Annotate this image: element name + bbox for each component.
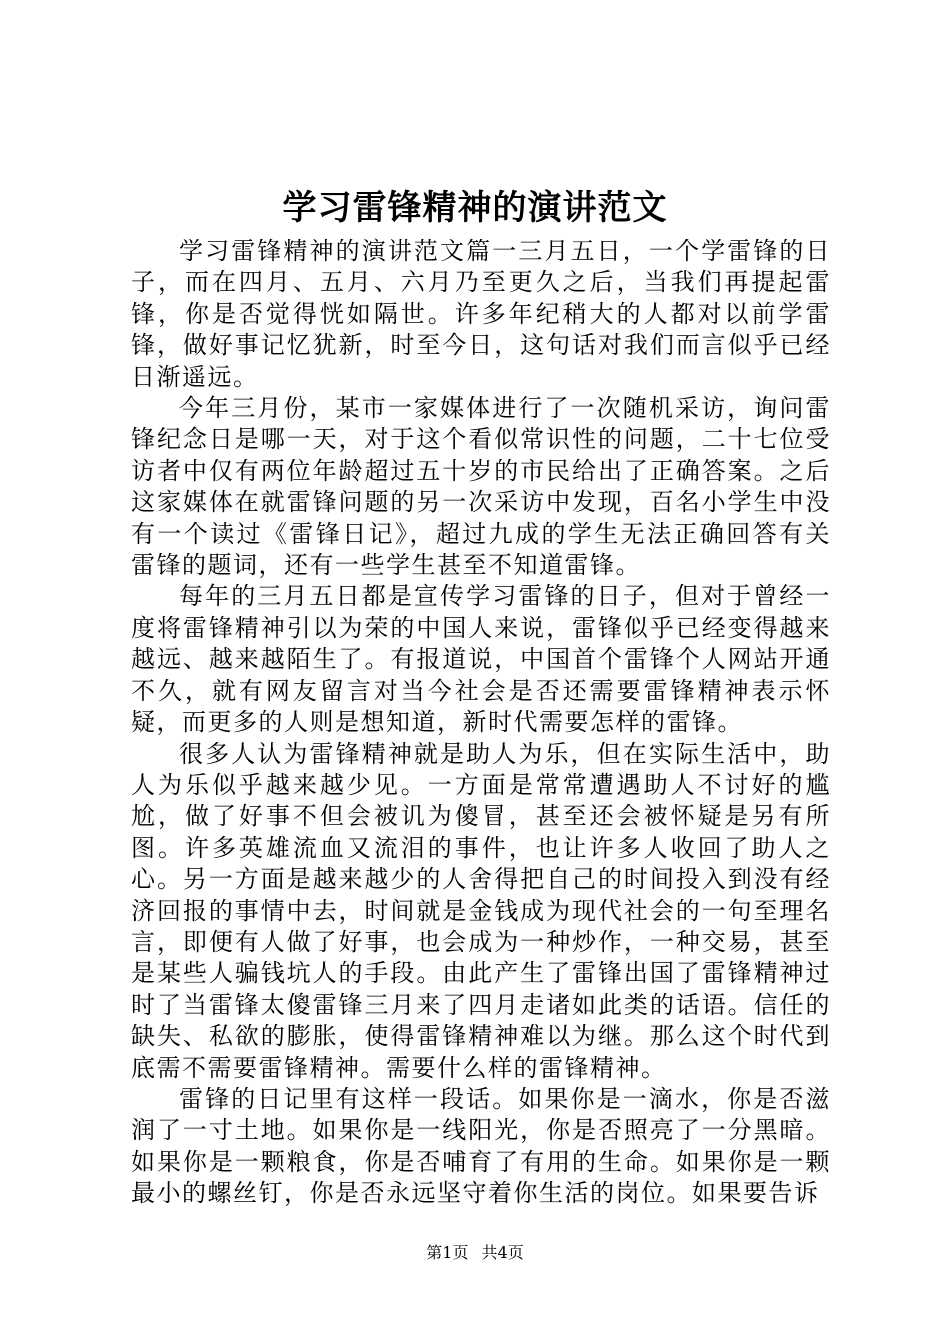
- page-footer: [0, 1242, 950, 1264]
- page-number: 第1页: [426, 1243, 469, 1262]
- document-title: 学习雷锋精神的演讲范文: [282, 188, 668, 228]
- paragraph-2: 今年三月份，某市一家媒体进行了一次随机采访，询问雷锋纪念日是哪一天，对于这个看似常识性的问题，二十七位受访者中仅有两位年龄超过五十岁的市民给出了正确答案。之后这家媒体在就雷锋问题的另一次采访中发现，百名小学生中没有一个读过《雷锋日记》，超过九成的学生无法正确回答有关雷锋的题词，还有一些学生甚至不知道雷锋。: [131, 394, 831, 580]
- paragraph-3: 每年的三月五日都是宣传学习雷锋的日子，但对于曾经一度将雷锋精神引以为荣的中国人来说，雷锋似乎已经变得越来越远、越来越陌生了。有报道说，中国首个雷锋个人网站开通不久，就有网友留言对当今社会是否还需要雷锋精神表示怀疑，而更多的人则是想知道，新时代需要怎样的雷锋。: [131, 582, 831, 737]
- document-body: [131, 236, 831, 1210]
- paragraph-4: 很多人认为雷锋精神就是助人为乐，但在实际生活中，助人为乐似乎越来越少见。一方面是常常遭遇助人不讨好的尴尬，做了好事不但会被讥为傻冒，甚至还会被怀疑是另有所图。许多英雄流血又流泪的事件，也让许多人收回了助人之心。另一方面是越来越少的人舍得把自己的时间投入到没有经济回报的事情中去，时间就是金钱成为现代社会的一句至理名言，即便有人做了好事，也会成为一种炒作，一种交易，甚至是某些人骗钱坑人的手段。由此产生了雷锋出国了雷锋精神过时了当雷锋太傻雷锋三月来了四月走诸如此类的话语。信任的缺失、私欲的膨胀，使得雷锋精神难以为继。那么这个时代到底需不需要雷锋精神。需要什么样的雷锋精神。: [131, 739, 831, 1082]
- paragraph-5: 雷锋的日记里有这样一段话。如果你是一滴水，你是否滋润了一寸土地。如果你是一线阳光，你是否照亮了一分黑暗。如果你是一颗粮食，你是否哺育了有用的生命。如果你是一颗最小的螺丝钉，你是否永远坚守着你生活的岗位。如果要告诉: [131, 1084, 831, 1208]
- page-total: 共4页: [481, 1243, 524, 1262]
- paragraph-1: 学习雷锋精神的演讲范文篇一三月五日，一个学雷锋的日子，而在四月、五月、六月乃至更久之后，当我们再提起雷锋，你是否觉得恍如隔世。许多年纪稍大的人都对以前学雷锋，做好事记忆犹新，时至今日，这句话对我们而言似乎已经日渐遥远。: [131, 237, 831, 391]
